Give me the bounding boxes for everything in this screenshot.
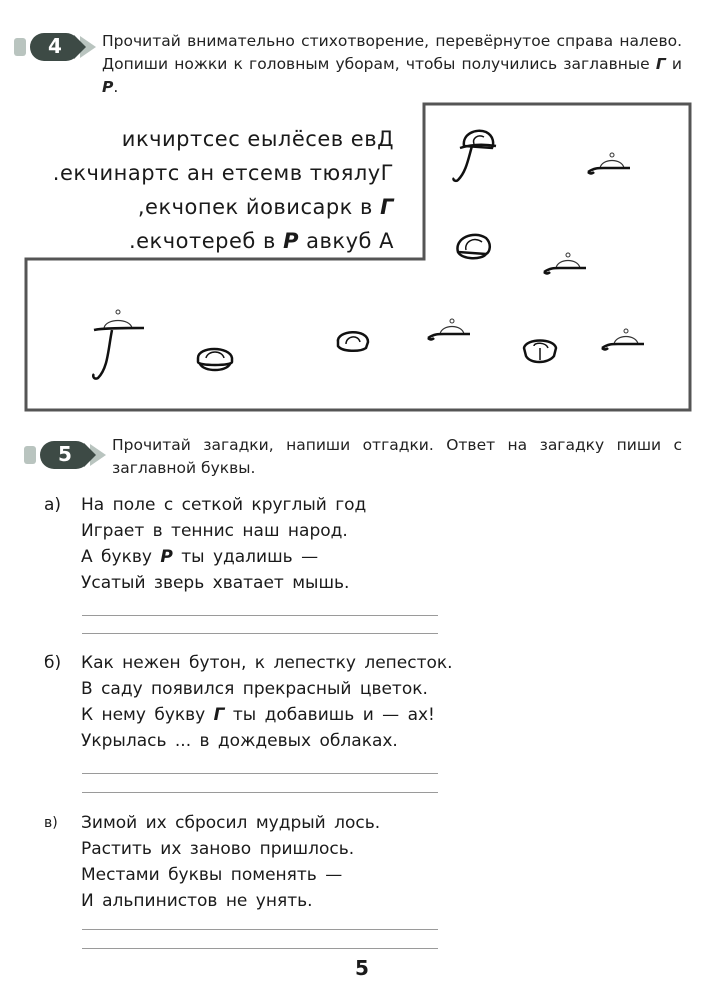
riddle-v <box>44 810 380 914</box>
riddle-line: А букву Р ты удалишь — <box>81 547 319 567</box>
riddle-b <box>44 650 453 754</box>
task-5-instruction: Прочитай загадки, напиши отгадки. Ответ на загадку пиши с заглавной буквы. <box>112 436 682 477</box>
round-hat-icon <box>334 324 372 358</box>
poem-line-2: .екчинартс ан етсемв тюялуГ <box>52 161 394 185</box>
cap-brim-icon <box>598 326 648 360</box>
task-4-number: 4 <box>48 34 62 58</box>
riddle-line: В саду появился прекрасный цветок. <box>81 679 428 699</box>
cap-brim-icon <box>584 150 634 184</box>
task-4-instruction-and: и <box>665 55 682 73</box>
riddle-line: Растить их заново пришлось. <box>81 839 355 859</box>
answer-line-v1[interactable] <box>82 929 438 930</box>
riddle-line: На поле с сеткой круглый год <box>81 495 367 515</box>
reversed-poem <box>32 122 394 258</box>
answer-line-b2[interactable] <box>82 792 438 793</box>
riddle-line: Зимой их сбросил мудрый лось. <box>81 813 381 833</box>
riddle-label: а) <box>44 495 62 515</box>
round-hat-icon <box>520 334 560 370</box>
answer-line-a1[interactable] <box>82 615 438 616</box>
cap-brim-icon <box>540 250 590 284</box>
riddle-line: Как нежен бутон, к лепестку лепесток. <box>81 653 453 673</box>
task-5-badge <box>24 438 106 472</box>
riddle-label: в) <box>44 815 58 831</box>
poem-line-4: .екчотереб в Р авкуб А <box>128 229 394 253</box>
task-4-letter-g: Г <box>655 55 666 73</box>
riddle-line: К нему букву Г ты добавишь и — ах! <box>81 705 435 725</box>
riddle-line: И альпинистов не унять. <box>81 891 313 911</box>
task-4-instruction-end: . <box>113 78 119 96</box>
cap-brim-icon <box>424 316 474 350</box>
hat-letter-g-example-icon <box>448 124 504 186</box>
riddle-line: Усатый зверь хватает мышь. <box>81 573 350 593</box>
answer-line-b1[interactable] <box>82 773 438 774</box>
page-number: 5 <box>355 956 369 980</box>
round-hat-icon <box>452 228 494 266</box>
cap-letter-g-example-icon <box>84 306 148 382</box>
riddle-label: б) <box>44 653 62 673</box>
task-4-instruction-text: Прочитай внимательно стихотворение, перевёрнутое справа налево. Допиши ножки к головным уборам, чтобы получились заглавные <box>102 32 682 73</box>
riddle-a <box>44 492 366 596</box>
task-5-number: 5 <box>58 442 72 466</box>
round-hat-icon <box>194 340 236 378</box>
task-4-letter-r: Р <box>102 78 114 96</box>
riddle-line: Местами буквы поменять — <box>81 865 343 885</box>
answer-line-a2[interactable] <box>82 633 438 634</box>
poem-line-1: икчиртсес еылёсев евД <box>121 127 394 151</box>
riddle-line: Укрылась ... в дождевых облаках. <box>81 731 398 751</box>
riddle-line: Играет в теннис наш народ. <box>81 521 348 541</box>
answer-line-v2[interactable] <box>82 948 438 949</box>
poem-line-3: ,екчопек йовисарк в Г <box>137 195 394 219</box>
